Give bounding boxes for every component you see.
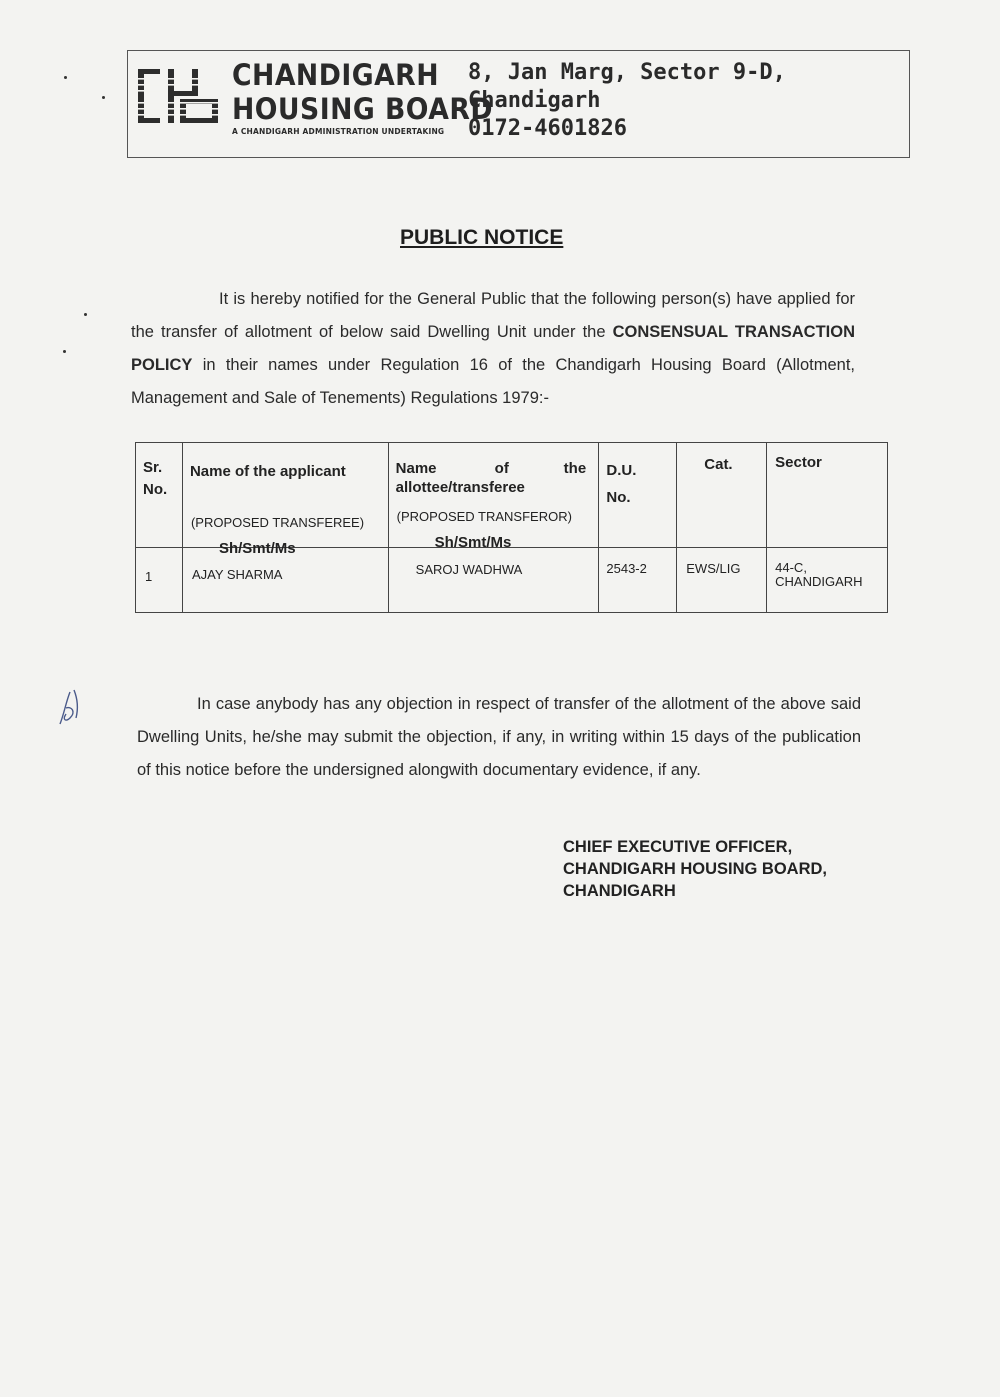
address-line2: Chandigarh bbox=[468, 88, 601, 113]
notice-title: PUBLIC NOTICE bbox=[400, 226, 564, 249]
row-sector-line1: 44-C, bbox=[775, 560, 807, 575]
row-sr-no bbox=[136, 548, 183, 613]
header-applicant-label: Name of the applicant bbox=[189, 463, 346, 480]
header-category-label: Cat. bbox=[704, 456, 733, 473]
intro-paragraph bbox=[131, 283, 855, 415]
row-du-no-value: 2543-2 bbox=[606, 561, 647, 576]
header-allottee-title: Sh/Smt/Ms bbox=[434, 534, 512, 551]
row-sector-line2: CHANDIGARH bbox=[775, 574, 863, 589]
signatory-org: CHANDIGARH HOUSING BOARD, bbox=[563, 860, 827, 878]
header-allottee bbox=[388, 443, 599, 551]
table-row bbox=[136, 548, 888, 613]
letterhead bbox=[127, 50, 910, 158]
header-sector-label: Sector bbox=[775, 454, 822, 471]
row-allottee-value: SAROJ WADHWA bbox=[415, 562, 523, 577]
header-allottee-word3: the bbox=[563, 460, 587, 477]
handwritten-initials bbox=[52, 684, 88, 734]
org-name-line1: CHANDIGARH bbox=[232, 58, 439, 92]
row-applicant bbox=[182, 548, 388, 613]
header-allottee-sub: (PROPOSED TRANSFEROR) bbox=[396, 509, 572, 524]
row-allottee bbox=[388, 548, 599, 613]
signatory-title: CHIEF EXECUTIVE OFFICER, bbox=[563, 838, 793, 856]
row-du-no bbox=[599, 548, 677, 613]
scan-speck bbox=[64, 76, 67, 79]
header-applicant-title: Sh/Smt/Ms bbox=[218, 540, 296, 557]
address-line1: 8, Jan Marg, Sector 9-D, bbox=[468, 60, 786, 85]
header-du-no-label: D.U. No. bbox=[606, 462, 637, 506]
applicants-table bbox=[135, 442, 888, 613]
header-sector bbox=[767, 443, 888, 548]
scan-speck bbox=[102, 96, 105, 99]
header-sr-no bbox=[136, 443, 183, 548]
row-applicant-value: AJAY SHARMA bbox=[191, 567, 283, 582]
signatory-city: CHANDIGARH bbox=[563, 882, 676, 900]
intro-text-part1: It is hereby notified for the General Public that the following person(s) have applied for the transfer of allotment of below said Dwelling Unit under the bbox=[131, 290, 855, 341]
intro-text-part2: in their names under Regulation 16 of the Chandigarh Housing Board (Allotment, Management and Sale of Tenements) Regulations 1979:- bbox=[131, 356, 855, 407]
signature-block bbox=[563, 836, 827, 902]
org-address bbox=[468, 59, 786, 143]
row-sector bbox=[767, 548, 888, 613]
header-allottee-word1: Name bbox=[395, 460, 437, 477]
header-allottee-word2: of bbox=[494, 460, 509, 477]
org-name-line2: HOUSING BOARD bbox=[232, 92, 493, 126]
objection-paragraph: In case anybody has any objection in respect of transfer of the allotment of the above said Dwelling Units, he/she may submit the objection, if any, in writing within 15 days of the publication of this notice before the undersigned alongwith documentary evidence, if any. bbox=[137, 695, 861, 779]
scan-speck bbox=[63, 350, 66, 353]
header-sr-no-label: Sr. No. bbox=[143, 459, 168, 498]
chb-logo bbox=[136, 65, 222, 127]
scan-speck bbox=[84, 313, 87, 316]
row-category-value: EWS/LIG bbox=[686, 561, 741, 576]
header-allottee-line2: allottee/transferee bbox=[395, 479, 525, 496]
row-category bbox=[677, 548, 767, 613]
header-category bbox=[677, 443, 767, 548]
policy-name: CONSENSUAL TRANSACTION POLICY bbox=[131, 323, 855, 374]
table-header-row bbox=[136, 443, 888, 548]
row-sr-no-value: 1 bbox=[145, 569, 153, 584]
phone-number: 0172-4601826 bbox=[468, 116, 627, 141]
header-applicant bbox=[182, 443, 388, 557]
org-tagline: A CHANDIGARH ADMINISTRATION UNDERTAKING bbox=[232, 127, 445, 136]
header-applicant-sub: (PROPOSED TRANSFEREE) bbox=[190, 515, 365, 530]
header-du-no bbox=[599, 443, 677, 548]
